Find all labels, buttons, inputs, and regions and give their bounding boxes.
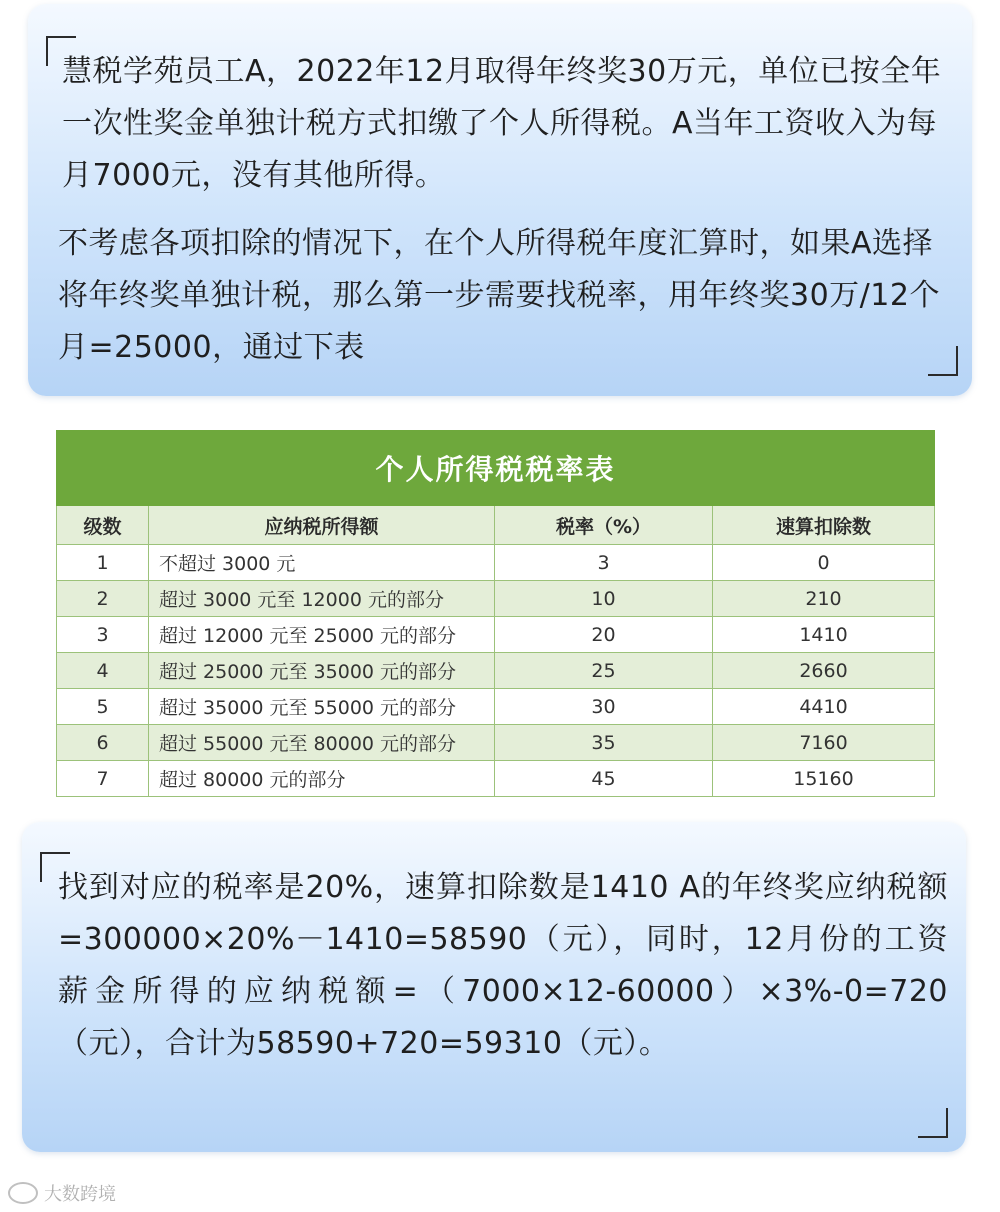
cell-rate: 35: [495, 725, 713, 761]
result-paragraph: 找到对应的税率是20%，速算扣除数是1410 A的年终奖应纳税额=300000×20%－1410=58590（元），同时，12月份的工资薪金所得的应纳税额=（7000×12-60000）×3%-0=720（元），合计为58590+720=59310（元）。: [58, 870, 948, 1061]
watermark: [8, 1180, 116, 1206]
cell-rate: 30: [495, 689, 713, 725]
cell-level: 5: [57, 689, 149, 725]
cell-level: 7: [57, 761, 149, 797]
cell-deduction: 15160: [713, 761, 935, 797]
cell-level: 1: [57, 545, 149, 581]
cell-rate: 25: [495, 653, 713, 689]
cell-income: 不超过 3000 元: [149, 545, 495, 581]
table-title: 个人所得税税率表: [57, 431, 935, 506]
cell-deduction: 0: [713, 545, 935, 581]
cell-income: 超过 55000 元至 80000 元的部分: [149, 725, 495, 761]
table-row: [57, 545, 935, 581]
table-row: [57, 725, 935, 761]
table-header-row: [57, 506, 935, 545]
header-tax-rate: 税率（%）: [495, 506, 713, 545]
result-card: [22, 822, 966, 1152]
intro-card: [28, 4, 972, 396]
corner-bracket-bottom-right-icon: [918, 1108, 948, 1138]
cell-deduction: 7160: [713, 725, 935, 761]
cell-level: 4: [57, 653, 149, 689]
table-row: [57, 617, 935, 653]
table-row: [57, 653, 935, 689]
cell-level: 3: [57, 617, 149, 653]
tax-rate-table: [56, 430, 935, 797]
cell-deduction: 4410: [713, 689, 935, 725]
cell-income: 超过 35000 元至 55000 元的部分: [149, 689, 495, 725]
cell-rate: 3: [495, 545, 713, 581]
header-level: 级数: [57, 506, 149, 545]
cell-rate: 45: [495, 761, 713, 797]
intro-paragraph-2: 不考虑各项扣除的情况下，在个人所得税年度汇算时，如果A选择将年终奖单独计税，那么第一步需要找税率，用年终奖30万/12个月=25000，通过下表: [58, 226, 940, 365]
cell-rate: 10: [495, 581, 713, 617]
cell-income: 超过 3000 元至 12000 元的部分: [149, 581, 495, 617]
cell-income: 超过 25000 元至 35000 元的部分: [149, 653, 495, 689]
cell-deduction: 1410: [713, 617, 935, 653]
cell-deduction: 2660: [713, 653, 935, 689]
cell-deduction: 210: [713, 581, 935, 617]
cell-level: 2: [57, 581, 149, 617]
table-row: [57, 581, 935, 617]
cell-level: 6: [57, 725, 149, 761]
cell-rate: 20: [495, 617, 713, 653]
cell-income: 超过 80000 元的部分: [149, 761, 495, 797]
header-quick-deduction: 速算扣除数: [713, 506, 935, 545]
table-row: [57, 761, 935, 797]
intro-paragraph-1: 慧税学苑员工A，2022年12月取得年终奖30万元，单位已按全年一次性奖金单独计税方式扣缴了个人所得税。A当年工资收入为每月7000元，没有其他所得。: [62, 54, 942, 193]
corner-bracket-bottom-right-icon: [928, 346, 958, 376]
header-taxable-income: 应纳税所得额: [149, 506, 495, 545]
cloud-logo-icon: [8, 1182, 38, 1204]
watermark-text: 大数跨境: [44, 1184, 116, 1205]
cell-income: 超过 12000 元至 25000 元的部分: [149, 617, 495, 653]
table-row: [57, 689, 935, 725]
